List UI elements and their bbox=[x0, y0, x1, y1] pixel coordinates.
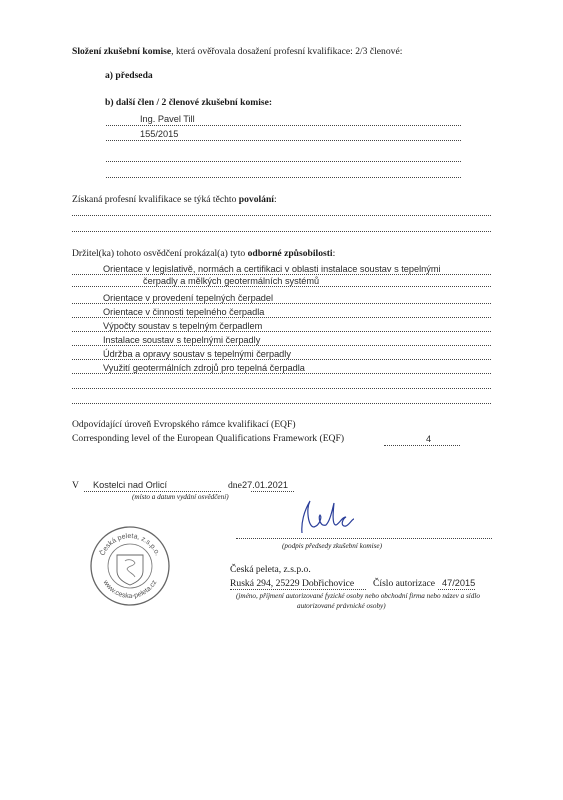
stamp-text-top: Česká peleta, z.s.p.o. bbox=[99, 532, 161, 557]
place-date-caption: (místo a datum vydání osvědčení) bbox=[132, 493, 229, 501]
eqf-line-en: Corresponding level of the European Qualifications Framework (EQF) bbox=[72, 433, 345, 444]
auth-number-label: Číslo autorizace bbox=[373, 578, 436, 589]
place-prefix: V bbox=[72, 480, 79, 491]
competence-label: Držitel(ka) tohoto osvědčení prokázal(a) tyto odborné způsobilosti: bbox=[72, 248, 336, 259]
svg-text:Česká peleta, z.s.p.o. bbox=[97, 533, 160, 557]
blank-line bbox=[106, 161, 461, 162]
place-line bbox=[84, 491, 221, 492]
signature-mark bbox=[292, 497, 362, 537]
blank-line bbox=[106, 177, 461, 178]
authority-name: Česká peleta, z.s.p.o. bbox=[230, 564, 311, 575]
authority-caption-line1: (jméno, příjmení autorizované fyzické osoby nebo obchodní firma nebo název a sídlo bbox=[236, 592, 480, 600]
signature-caption: (podpis předsedy zkušební komise) bbox=[282, 542, 383, 550]
competence-item: čerpadly a mělkých geotermálních systémů bbox=[143, 276, 320, 286]
blank-line bbox=[72, 388, 491, 389]
competence-item: Instalace soustav s tepelnými čerpadly bbox=[103, 335, 261, 345]
member-number: 155/2015 bbox=[140, 129, 179, 139]
blank-line bbox=[72, 403, 491, 404]
date: 27.01.2021 bbox=[242, 480, 288, 490]
competence-item: Orientace v provedení tepelných čerpadel bbox=[103, 293, 274, 303]
competence-line bbox=[72, 317, 491, 318]
competence-line bbox=[72, 286, 491, 287]
competence-item: Výpočty soustav s tepelným čerpadlem bbox=[103, 321, 263, 331]
profession-label: Získaná profesní kvalifikace se týká těchto povolání: bbox=[72, 194, 277, 205]
signature-line bbox=[236, 538, 492, 539]
competence-line bbox=[72, 303, 491, 304]
blank-line bbox=[72, 231, 491, 232]
commission-chair-item: a) předseda bbox=[105, 70, 153, 81]
authority-caption-line2: autorizované právnické osoby) bbox=[297, 602, 386, 610]
eqf-line-cz: Odpovídající úroveň Evropského rámce kvalifikací (EQF) bbox=[72, 419, 296, 430]
svg-text:www.ceska-peleta.cz bbox=[101, 578, 159, 600]
competence-line bbox=[72, 373, 491, 374]
auth-number: 47/2015 bbox=[442, 578, 476, 588]
address-line bbox=[230, 589, 366, 590]
stamp-seal bbox=[89, 525, 171, 607]
authority-address: Ruská 294, 25229 Dobřichovice bbox=[230, 578, 355, 589]
competence-item: Údržba a opravy soustav s tepelnými čerpadly bbox=[103, 349, 291, 359]
eqf-level-line bbox=[384, 445, 460, 446]
commission-label: Složení zkušební komise, která ověřovala dosažení profesní kvalifikace: 2/3 členové: bbox=[72, 46, 403, 57]
competence-line bbox=[72, 359, 491, 360]
member-name: Ing. Pavel Till bbox=[140, 114, 195, 124]
auth-number-line bbox=[438, 589, 475, 590]
competence-item: Orientace v činnosti tepelného čerpadla bbox=[103, 307, 265, 317]
competence-line bbox=[72, 331, 491, 332]
place: Kostelci nad Orlicí bbox=[93, 480, 168, 490]
commission-member-item: b) další člen / 2 členové zkušební komise: bbox=[105, 97, 273, 108]
date-line bbox=[251, 491, 294, 492]
competence-item: Orientace v legislativě, normách a certifikaci v oblasti instalace soustav s tepelnými bbox=[103, 264, 441, 274]
eqf-level: 4 bbox=[426, 434, 432, 444]
competence-item: Využití geotermálních zdrojů pro tepelná čerpadla bbox=[103, 363, 305, 373]
date-label: dne bbox=[228, 480, 242, 491]
member-number-line bbox=[106, 140, 461, 141]
stamp-text-bottom: www.ceska-peleta.cz bbox=[101, 579, 159, 601]
blank-line bbox=[72, 215, 491, 216]
competence-line bbox=[72, 345, 491, 346]
member-name-line bbox=[106, 125, 461, 126]
